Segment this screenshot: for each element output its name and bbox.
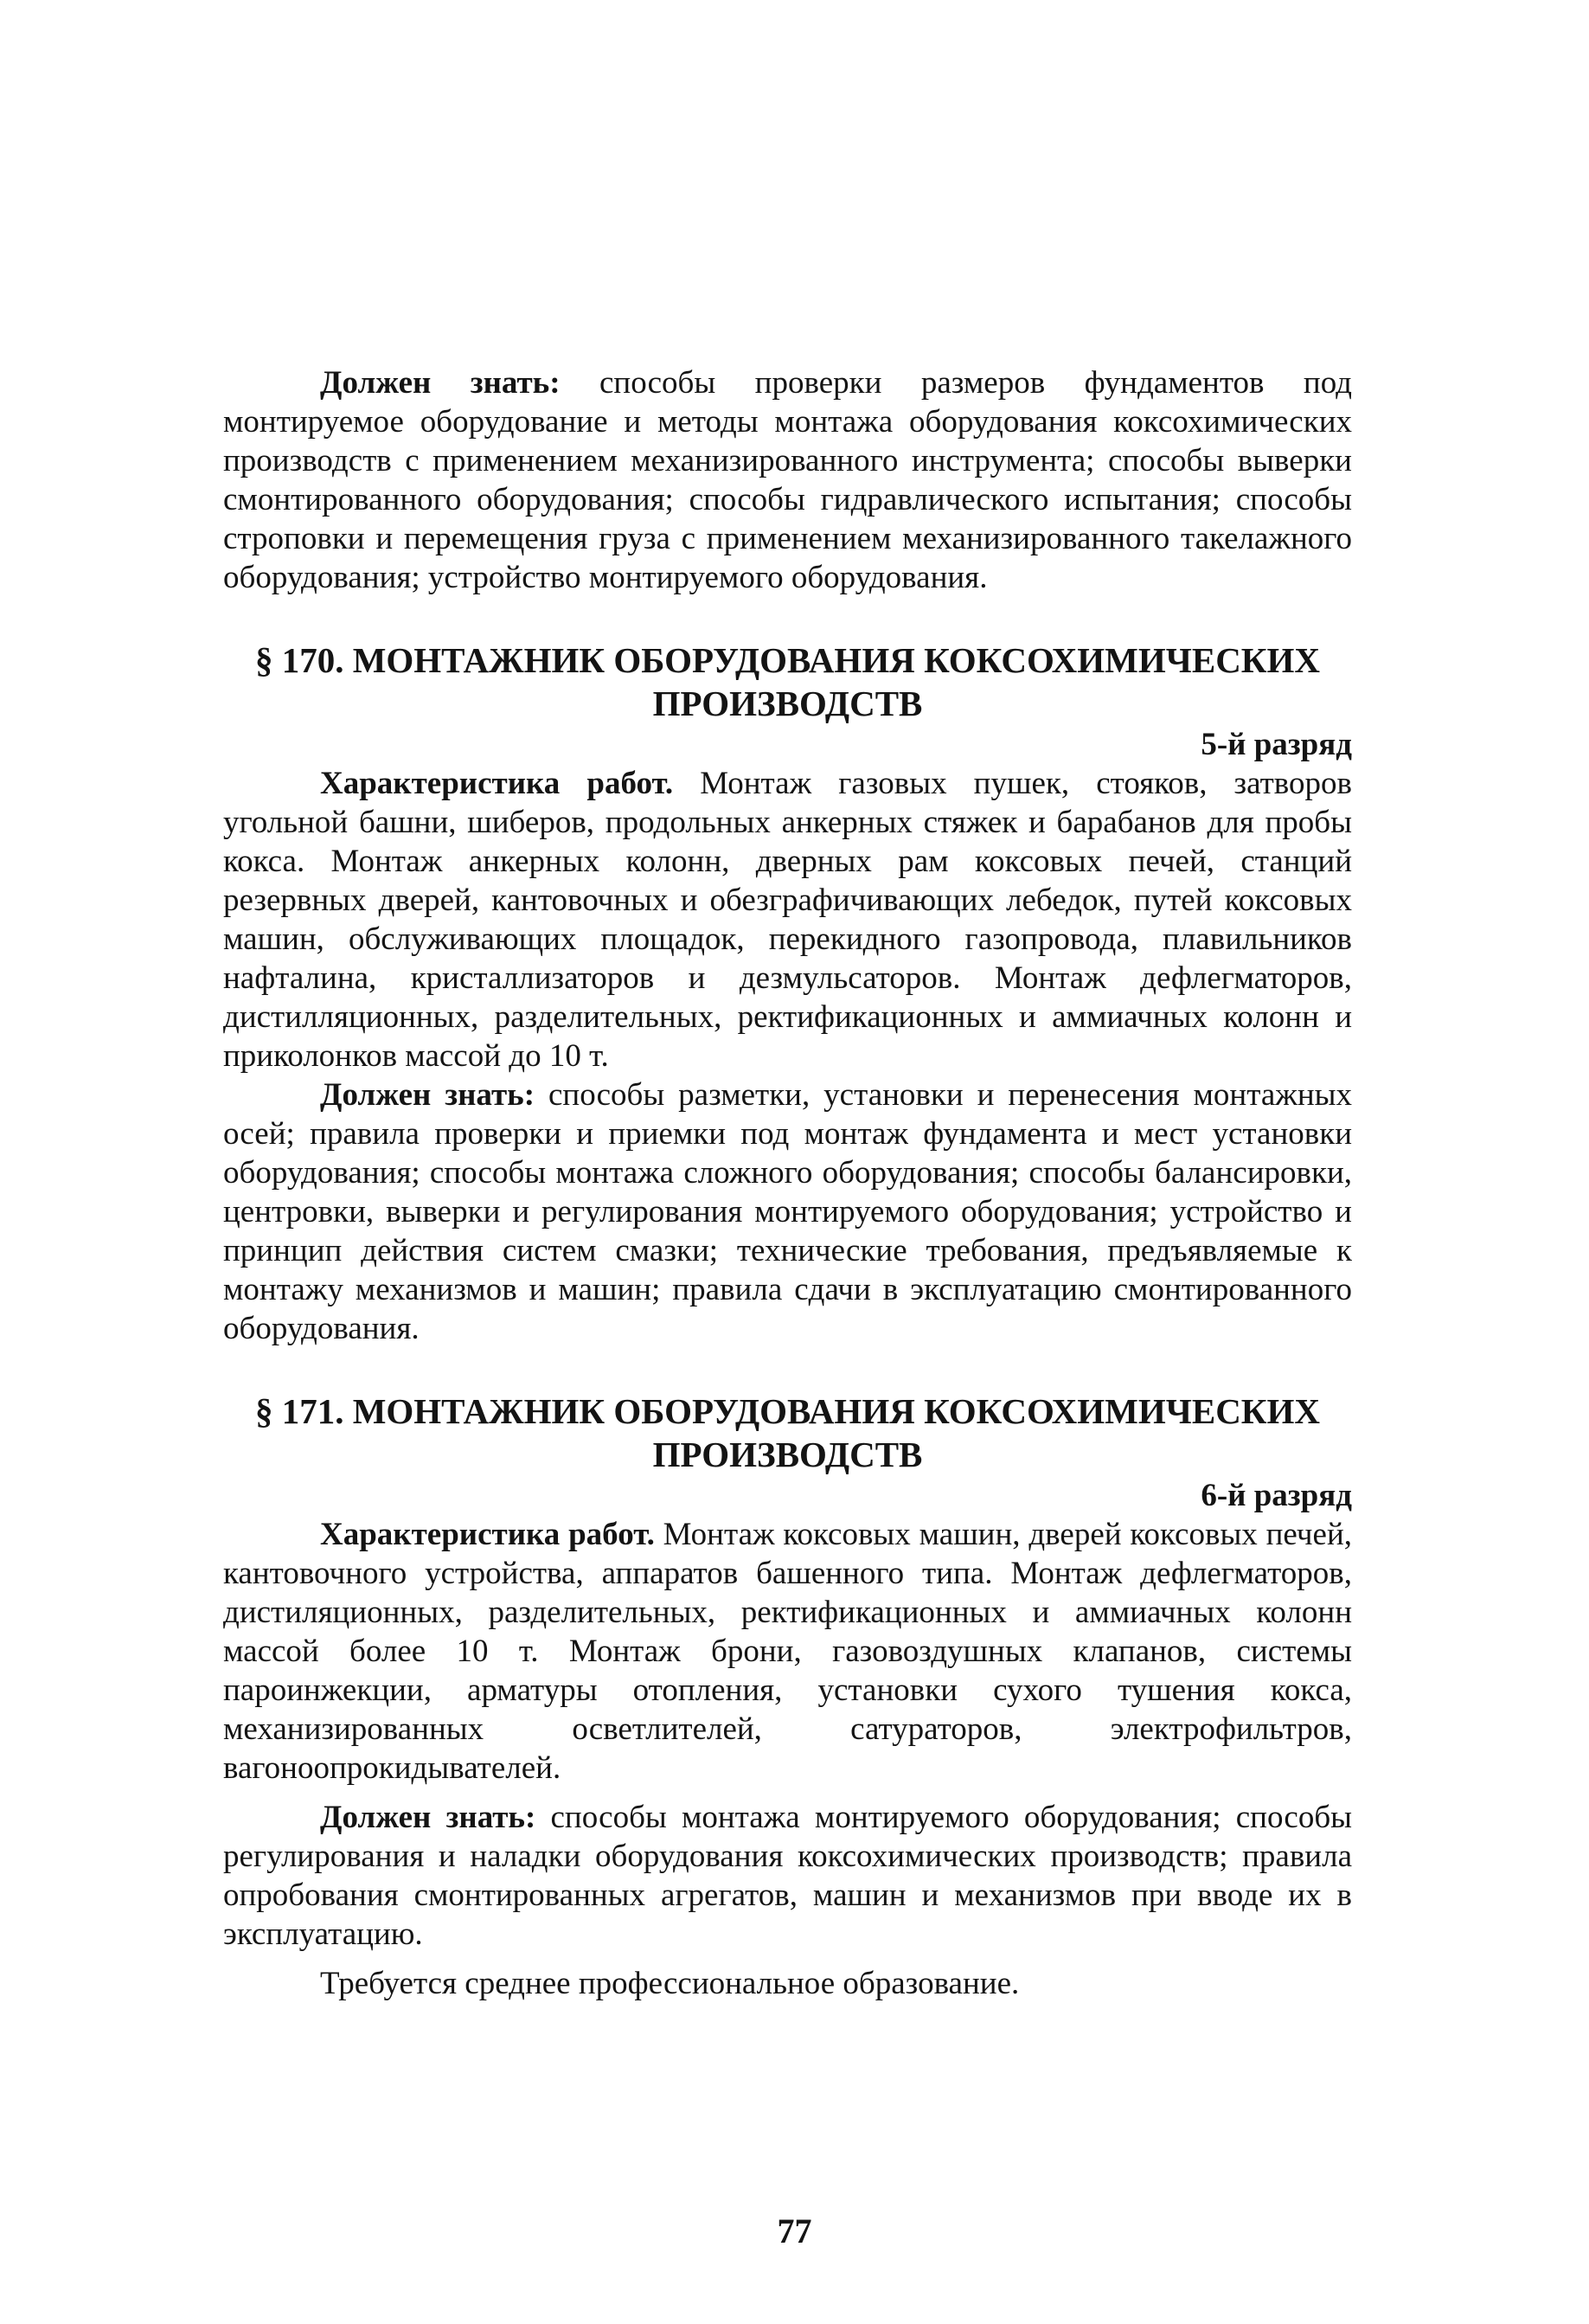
section-title-line: § 171. МОНТАЖНИК ОБОРУДОВАНИЯ КОКСОХИМИЧЕСКИХ — [254, 1391, 1321, 1431]
education-requirement: Требуется среднее профессиональное образование. — [320, 1966, 1020, 2001]
rank-label: 6-й разряд — [1201, 1478, 1352, 1513]
section-171 — [223, 1390, 1352, 2003]
rank-label: 5-й разряд — [1201, 727, 1352, 762]
must-know-paragraph — [223, 1075, 1352, 1348]
section-170 — [223, 639, 1352, 1348]
must-know-text: способы проверки размеров фундаментов под монтируемое оборудование и методы монтажа оборудования коксохимических производств с применением механизированного инструмента; способы выверки смонтированного оборудования; способы гидравлического испытания; способы строповки и перемещения груза с применением механизированного такелажного оборудования; устройство монтируемого оборудования. — [223, 365, 1352, 595]
must-know-label: Должен знать: — [320, 1077, 535, 1113]
document-page — [223, 363, 1352, 2003]
section-title-line: § 170. МОНТАЖНИК ОБОРУДОВАНИЯ КОКСОХИМИЧЕСКИХ — [254, 640, 1321, 680]
must-know-label: Должен знать: — [320, 365, 561, 401]
work-characteristics-text: Монтаж коксовых машин, дверей коксовых печей, кантовочного устройства, аппаратов башенного типа. Монтаж дефлегматоров, дистиляционных, разделительных, ректификационных и аммиачных колонн массой более 10 т. Монтаж брони, газовоздушных клапанов, системы пароинжекции, арматуры отопления, установки сухого тушения кокса, механизированных осветлителей, сатураторов, электрофильтров, вагоноопрокидывателей. — [223, 1517, 1353, 1786]
section-title — [223, 1390, 1352, 1476]
page-number: 77 — [777, 2212, 812, 2250]
must-know-paragraph — [223, 1798, 1352, 1954]
intro-paragraph — [223, 363, 1352, 597]
work-characteristics-label: Характеристика работ. — [320, 1517, 655, 1552]
section-title-line: ПРОИЗВОДСТВ — [652, 1435, 923, 1474]
must-know-text: способы разметки, установки и перенесения монтажных осей; правила проверки и приемки под монтаж фундамента и мест установки оборудования; способы монтажа сложного оборудования; способы балансировки, центровки, выверки и регулирования монтируемого оборудования; устройство и принцип действия систем смазки; технические требования, предъявляемые к монтажу механизмов и машин; правила сдачи в эксплуатацию смонтированного оборудования. — [223, 1077, 1352, 1346]
must-know-text: способы монтажа монтируемого оборудования; способы регулирования и наладки оборудования коксохимических производств; правила опробования смонтированных агрегатов, машин и механизмов при вводе их в эксплуатацию. — [223, 1800, 1352, 1952]
work-characteristics-label: Характеристика работ. — [320, 766, 674, 801]
section-title-line: ПРОИЗВОДСТВ — [652, 684, 923, 723]
work-characteristics-text: Монтаж газовых пушек, стояков, затворов угольной башни, шиберов, продольных анкерных стяжек и барабанов для пробы кокса. Монтаж анкерных колонн, дверных рам коксовых печей, станций резервных дверей, кантовочных и обезграфичивающих лебедок, путей коксовых машин, обслуживающих площадок, перекидного газопровода, плавильников нафталина, кристаллизаторов и дезмульсаторов. Монтаж дефлегматоров, дистилляционных, разделительных, ректификационных и аммиачных колонн и приколонков массой до 10 т. — [223, 766, 1352, 1074]
must-know-label: Должен знать: — [320, 1800, 536, 1835]
work-characteristics-paragraph — [223, 1515, 1352, 1788]
work-characteristics-paragraph — [223, 764, 1352, 1075]
section-title — [223, 639, 1352, 725]
